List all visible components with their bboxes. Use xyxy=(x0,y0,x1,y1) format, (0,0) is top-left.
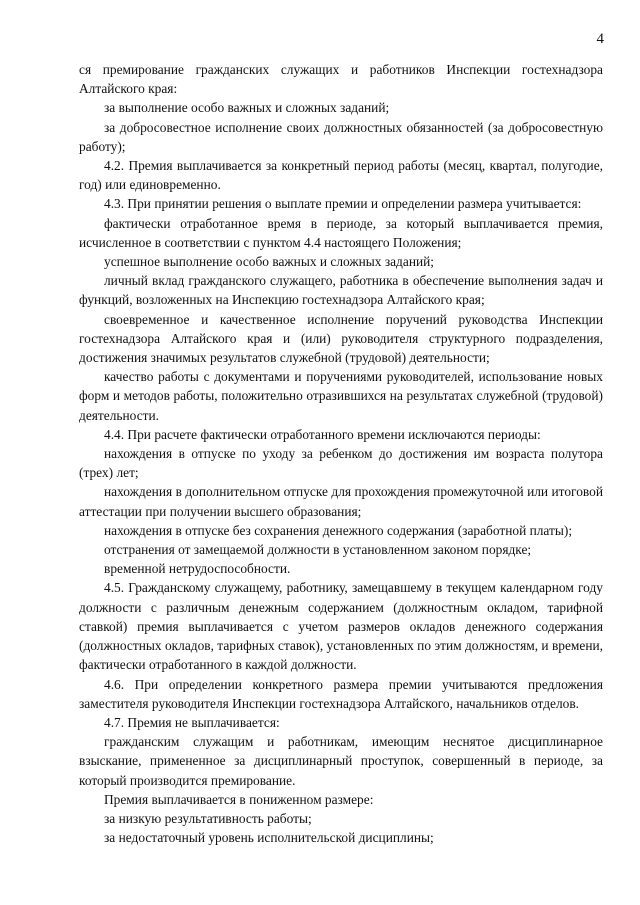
list-item-successful-tasks: успешное выполнение особо важных и сложных заданий; xyxy=(104,254,435,270)
document-body xyxy=(79,60,603,847)
clause-4-5: 4.5. Гражданскому служащему, работнику, замещавшему в текущем календарном году должности с различным денежным содержанием (должностным окладом, тарифной ставкой) премия выплачивается с учетом размеров окладов денежного содержания (должностных окладов, тарифных ставок), установленных по этим должностям, и времени, фактически отработанного в каждой должности. xyxy=(79,580,603,673)
clause-4-3: 4.3. При принятии решения о выплате премии и определении размера учитывается: xyxy=(104,196,582,212)
clause-4-6: 4.6. При определении конкретного размера премии учитываются предложения заместителя руководителя Инспекции гостехнадзора Алтайского, начальников отделов. xyxy=(79,676,603,711)
list-item-conscientious-work: за добросовестное исполнение своих должностных обязанностей (за добросовестную работу); xyxy=(79,119,603,154)
list-item-document-quality: качество работы с документами и поручениями руководителей, использование новых форм и методов работы, положительно отразившихся на результатах служебной (трудовой) деятельности. xyxy=(79,369,603,423)
list-item-suspension: отстранения от замещаемой должности в установленном законом порядке; xyxy=(104,542,532,558)
list-item-important-tasks: за выполнение особо важных и сложных заданий; xyxy=(104,100,390,116)
page-number: 4 xyxy=(596,31,604,47)
list-item-disability: временной нетрудоспособности. xyxy=(104,561,291,577)
clause-4-2: 4.2. Премия выплачивается за конкретный период работы (месяц, квартал, полугодие, год) или единовременно. xyxy=(79,158,603,193)
clause-4-7: 4.7. Премия не выплачивается: xyxy=(104,714,280,730)
paragraph-continuation: ся премирование гражданских служащих и работников Инспекции гостехнадзора Алтайского края: xyxy=(79,62,603,97)
reduced-bonus-heading: Премия выплачивается в пониженном размере: xyxy=(104,791,374,807)
list-item-disciplinary-penalty: гражданским служащим и работникам, имеющим неснятое дисциплинарное взыскание, примененное за дисциплинарный проступок, совершенный в периоде, за который производится премирование. xyxy=(79,734,603,788)
list-item-childcare-leave: нахождения в отпуске по уходу за ребенком до достижения им возраста полутора (трех) лет; xyxy=(79,446,603,481)
list-item-unpaid-leave: нахождения в отпуске без сохранения денежного содержания (заработной платы); xyxy=(104,522,573,538)
clause-4-4: 4.4. При расчете фактически отработанного времени исключаются периоды: xyxy=(104,426,541,442)
list-item-personal-contribution: личный вклад гражданского служащего, работника в обеспечение выполнения задач и функций, возложенных на Инспекцию гостехнадзора Алтайского края; xyxy=(79,273,603,308)
list-item-worked-time: фактически отработанное время в периоде, за который выплачивается премия, исчисленное в соответствии с пунктом 4.4 настоящего Положения; xyxy=(79,215,603,250)
list-item-study-leave: нахождения в дополнительном отпуске для прохождения промежуточной или итоговой аттестации при получении высшего образования; xyxy=(79,484,603,519)
list-item-low-discipline: за недостаточный уровень исполнительской дисциплины; xyxy=(104,830,434,846)
list-item-low-performance: за низкую результативность работы; xyxy=(104,810,312,826)
list-item-timely-execution: своевременное и качественное исполнение поручений руководства Инспекции гостехнадзора Алтайского края и (или) руководителя структурного подразделения, достижения значимых результатов служебной (трудовой) деятельности; xyxy=(79,311,603,366)
